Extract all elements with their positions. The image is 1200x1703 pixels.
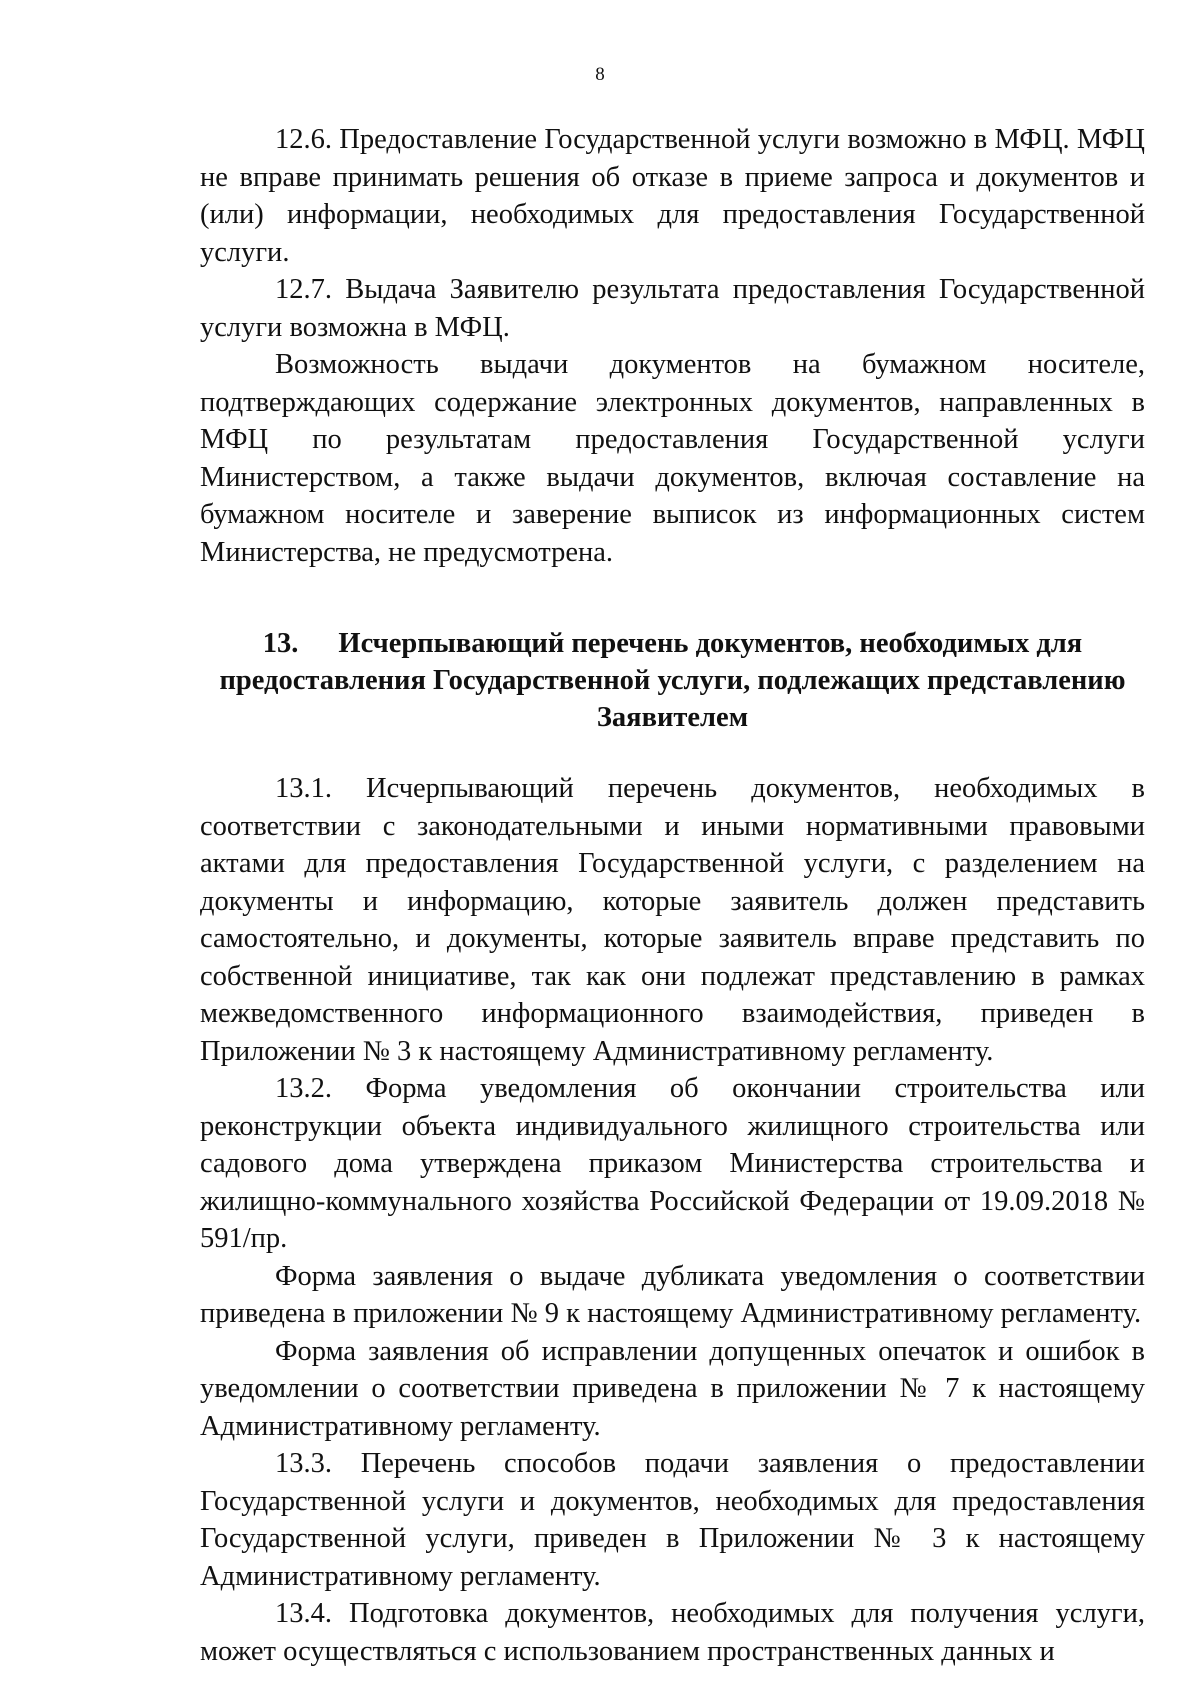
paragraph-13-3: 13.3. Перечень способов подачи заявления о предоставлении Государственной услуги и документов, необходимых для предоставления Государственной услуги, приведен в Приложении № 3 к настоящему Административному регламенту.: [200, 1448, 1145, 1592]
section-heading-13: [200, 625, 1145, 736]
paragraph-12-7: 12.7. Выдача Заявителю результата предоставления Государственной услуги возможна в МФЦ.: [200, 274, 1145, 343]
paragraph-13-1: 13.1. Исчерпывающий перечень документов, необходимых в соответствии с законодательными и иными нормативными правовыми актами для предоставления Государственной услуги, с разделением на документы и информацию, которые заявитель должен представить самостоятельно, и документы, которые заявитель вправе представить по собственной инициативе, так как они подлежат представлению в рамках межведомственного информационного взаимодействия, приведен в Приложении № 3 к настоящему Административному регламенту.: [200, 773, 1145, 1067]
paragraph-13-4: 13.4. Подготовка документов, необходимых для получения услуги, может осуществляться с использованием пространственных данных и: [200, 1598, 1145, 1667]
paragraph-13-2: 13.2. Форма уведомления об окончании строительства или реконструкции объекта индивидуального жилищного строительства или садового дома утверждена приказом Министерства строительства и жилищно-коммунального хозяйства Российской Федерации от 19.09.2018 № 591/пр.: [200, 1073, 1145, 1254]
document-body: [200, 121, 1145, 1670]
paragraph-correction-form: Форма заявления об исправлении допущенных опечаток и ошибок в уведомлении о соответствии приведена в приложении № 7 к настоящему Административному регламенту.: [200, 1335, 1145, 1442]
section-number: 13.: [262, 628, 299, 659]
paragraph-12-6: 12.6. Предоставление Государственной услуги возможно в МФЦ. МФЦ не вправе принимать решения об отказе в приеме запроса и документов и (или) информации, необходимых для предоставления Государственной услуги.: [200, 124, 1145, 268]
paragraph-duplicate-form: Форма заявления о выдаче дубликата уведомления о соответствии приведена в приложении № 9 к настоящему Административному регламенту.: [200, 1260, 1145, 1329]
paragraph-paper-documents: Возможность выдачи документов на бумажном носителе, подтверждающих содержание электронных документов, направленных в МФЦ по результатам предоставления Государственной услуги Министерством, а также выдачи документов, включая составление на бумажном носителе и заверение выписок из информационных систем Министерства, не предусмотрена.: [200, 349, 1145, 568]
section-title: Исчерпывающий перечень документов, необходимых для предоставления Государственной услуги, подлежащих представлению Заявителем: [219, 628, 1126, 733]
page-number: 8: [595, 64, 605, 85]
